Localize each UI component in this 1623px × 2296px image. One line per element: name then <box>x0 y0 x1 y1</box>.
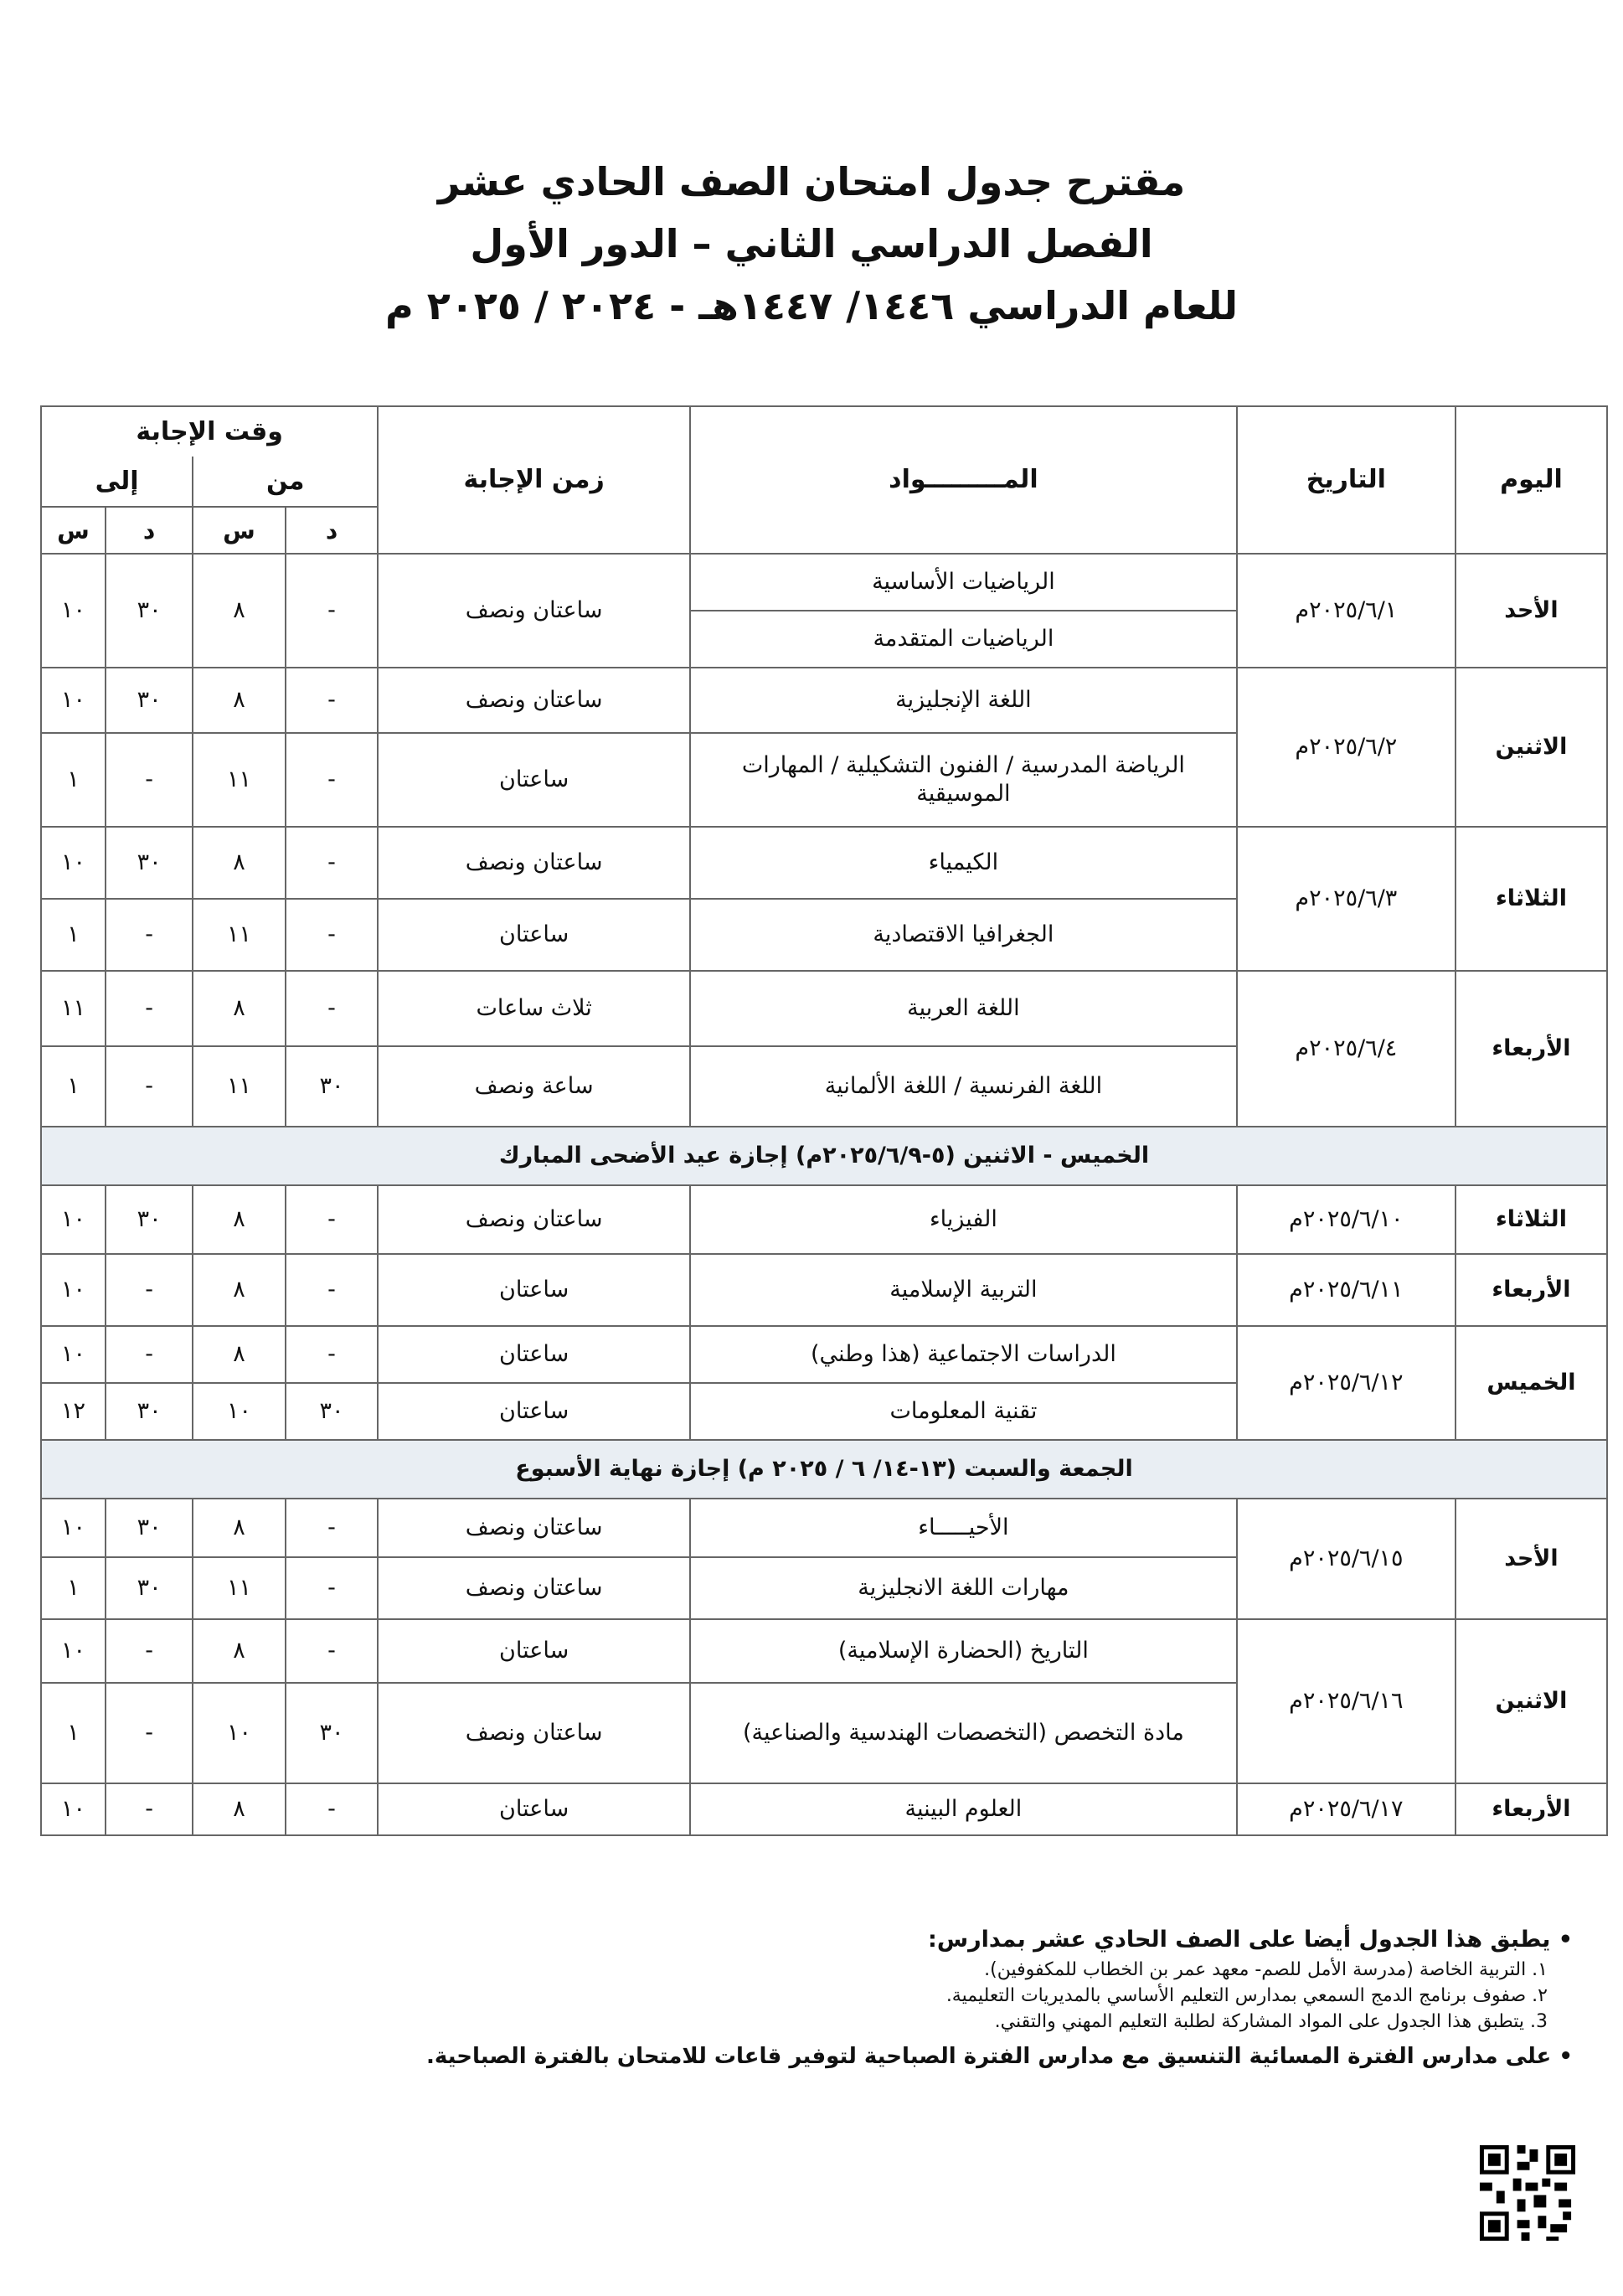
exam-schedule-table <box>40 405 1608 1836</box>
duration-cell: ساعتان ونصف <box>378 1683 690 1783</box>
to-minute-cell: - <box>106 971 193 1046</box>
subject-cell: الرياضيات المتقدمة <box>690 611 1237 668</box>
holiday-label: الخميس - الاثنين (٥-٢٠٢٥/٦/٩م) إجازة عيد الأضحى المبارك <box>41 1127 1607 1185</box>
from-hour-cell: ٨ <box>193 827 286 899</box>
from-hour-cell: ٨ <box>193 1185 286 1254</box>
date-cell: ٢٠٢٥/٦/١٢م <box>1237 1326 1456 1440</box>
from-minute-cell: - <box>286 899 379 971</box>
from-hour-cell: ٨ <box>193 1254 286 1326</box>
to-hour-cell: ١٠ <box>41 668 106 733</box>
subject-cell: الرياضيات الأساسية <box>690 554 1237 611</box>
to-hour-cell: ١٠ <box>41 554 106 668</box>
subject-cell: اللغة الإنجليزية <box>690 668 1237 733</box>
to-hour-cell: ١ <box>41 1046 106 1127</box>
from-minute-cell: - <box>286 554 379 668</box>
table-row <box>41 668 1607 733</box>
duration-cell: ساعتان ونصف <box>378 1557 690 1619</box>
day-cell: الاثنين <box>1456 1619 1607 1783</box>
col-to: إلى <box>41 457 193 507</box>
to-minute-cell: ٣٠ <box>106 1185 193 1254</box>
duration-cell: ساعتان <box>378 733 690 827</box>
day-cell: الأحد <box>1456 554 1607 668</box>
notes-lead-2: • على مدارس الفترة المسائية التنسيق مع مدارس الفترة الصباحية لتوفير قاعات للامتحان بالفترة الصباحية. <box>426 2044 1573 2069</box>
day-cell: الأحد <box>1456 1499 1607 1619</box>
to-minute-cell: ٣٠ <box>106 1499 193 1557</box>
date-cell: ٢٠٢٥/٦/١٦م <box>1237 1619 1456 1783</box>
day-cell: الأربعاء <box>1456 1783 1607 1835</box>
subject-cell: الأحيـــــاء <box>690 1499 1237 1557</box>
duration-cell: ساعتان ونصف <box>378 554 690 668</box>
to-hour-cell: ١٠ <box>41 1783 106 1835</box>
date-cell: ٢٠٢٥/٦/٢م <box>1237 668 1456 827</box>
from-hour-cell: ٨ <box>193 1499 286 1557</box>
duration-cell: ساعتان <box>378 1619 690 1683</box>
col-duration: زمن الإجابة <box>378 406 690 554</box>
to-minute-cell: ٣٠ <box>106 1383 193 1440</box>
duration-cell: ساعتان ونصف <box>378 1499 690 1557</box>
to-minute-cell: - <box>106 733 193 827</box>
subject-cell: الكيمياء <box>690 827 1237 899</box>
from-hour-cell: ٨ <box>193 1783 286 1835</box>
to-hour-cell: ١٠ <box>41 1499 106 1557</box>
table-row <box>41 827 1607 899</box>
day-cell: الأربعاء <box>1456 1254 1607 1326</box>
note-item: 3. يتطبق هذا الجدول على المواد المشاركة لطلبة التعليم المهني والتقني. <box>994 2011 1548 2032</box>
subject-cell: التربية الإسلامية <box>690 1254 1237 1326</box>
duration-cell: ساعتان <box>378 1783 690 1835</box>
date-cell: ٢٠٢٥/٦/١١م <box>1237 1254 1456 1326</box>
day-cell: الثلاثاء <box>1456 827 1607 971</box>
subject-cell: الفيزياء <box>690 1185 1237 1254</box>
duration-cell: ساعتان <box>378 1254 690 1326</box>
table-body <box>41 554 1607 1835</box>
duration-cell: ساعتان <box>378 899 690 971</box>
to-hour-cell: ١٠ <box>41 1185 106 1254</box>
from-hour-cell: ١١ <box>193 899 286 971</box>
from-minute-cell: - <box>286 733 379 827</box>
to-minute-cell: - <box>106 899 193 971</box>
from-minute-cell: ٣٠ <box>286 1046 379 1127</box>
from-hour-cell: ١١ <box>193 733 286 827</box>
date-cell: ٢٠٢٥/٦/١م <box>1237 554 1456 668</box>
from-minute-cell: - <box>286 1557 379 1619</box>
from-minute-cell: - <box>286 971 379 1046</box>
qr-code-icon <box>1476 2141 1579 2245</box>
to-hour-cell: ١ <box>41 733 106 827</box>
from-hour-cell: ٨ <box>193 554 286 668</box>
to-hour-cell: ١١ <box>41 971 106 1046</box>
col-to-minute: د <box>106 507 193 554</box>
table-row <box>41 1783 1607 1835</box>
subject-cell: تقنية المعلومات <box>690 1383 1237 1440</box>
col-from: من <box>193 457 378 507</box>
to-hour-cell: ١ <box>41 1683 106 1783</box>
note-item: ١. التربية الخاصة (مدرسة الأمل للصم- معهد عمر بن الخطاب للمكفوفين). <box>984 1959 1548 1980</box>
from-minute-cell: - <box>286 827 379 899</box>
to-minute-cell: - <box>106 1326 193 1383</box>
to-minute-cell: ٣٠ <box>106 668 193 733</box>
to-hour-cell: ١ <box>41 1557 106 1619</box>
subject-cell: اللغة العربية <box>690 971 1237 1046</box>
from-hour-cell: ٨ <box>193 1619 286 1683</box>
table-row <box>41 1619 1607 1683</box>
subject-cell: الدراسات الاجتماعية (هذا وطني) <box>690 1326 1237 1383</box>
subject-cell: الجغرافيا الاقتصادية <box>690 899 1237 971</box>
table-row <box>41 1254 1607 1326</box>
col-answer-time: وقت الإجابة <box>41 406 378 457</box>
notes-lead: • يطبق هذا الجدول أيضا على الصف الحادي عشر بمدارس: <box>928 1927 1573 1953</box>
to-hour-cell: ١٠ <box>41 1254 106 1326</box>
holiday-label: الجمعة والسبت (١٣-١٤/ ٦ / ٢٠٢٥ م) إجازة نهاية الأسبوع <box>41 1440 1607 1499</box>
to-minute-cell: - <box>106 1683 193 1783</box>
table-row <box>41 1185 1607 1254</box>
subject-cell: مادة التخصص (التخصصات الهندسية والصناعية) <box>690 1683 1237 1783</box>
to-hour-cell: ١٠ <box>41 1619 106 1683</box>
to-minute-cell: - <box>106 1046 193 1127</box>
duration-cell: ساعتان ونصف <box>378 668 690 733</box>
table-row <box>41 971 1607 1046</box>
from-minute-cell: ٣٠ <box>286 1383 379 1440</box>
holiday-row <box>41 1440 1607 1499</box>
date-cell: ٢٠٢٥/٦/١٥م <box>1237 1499 1456 1619</box>
from-minute-cell: - <box>286 1499 379 1557</box>
col-to-hour: س <box>41 507 106 554</box>
from-minute-cell: - <box>286 1326 379 1383</box>
table-row <box>41 554 1607 611</box>
duration-cell: ساعتان <box>378 1383 690 1440</box>
duration-cell: ثلاث ساعات <box>378 971 690 1046</box>
col-from-minute: د <box>286 507 379 554</box>
subject-cell: العلوم البينية <box>690 1783 1237 1835</box>
from-minute-cell: ٣٠ <box>286 1683 379 1783</box>
notes-section <box>49 1927 1573 2069</box>
date-cell: ٢٠٢٥/٦/١٧م <box>1237 1783 1456 1835</box>
title-line-2: الفصل الدراسي الثاني – الدور الأول <box>470 221 1153 266</box>
day-cell: الخميس <box>1456 1326 1607 1440</box>
col-from-hour: س <box>193 507 286 554</box>
title-line-1: مقترح جدول امتحان الصف الحادي عشر <box>437 159 1186 204</box>
date-cell: ٢٠٢٥/٦/١٠م <box>1237 1185 1456 1254</box>
from-hour-cell: ٨ <box>193 1326 286 1383</box>
to-hour-cell: ١٠ <box>41 827 106 899</box>
to-minute-cell: - <box>106 1783 193 1835</box>
note-item: ٢. صفوف برنامج الدمج السمعي بمدارس التعليم الأساسي بالمديريات التعليمية. <box>945 1985 1548 2006</box>
to-minute-cell: - <box>106 1254 193 1326</box>
col-subjects: المـــــــــواد <box>690 406 1237 554</box>
day-cell: الثلاثاء <box>1456 1185 1607 1254</box>
duration-cell: ساعتان ونصف <box>378 1185 690 1254</box>
subject-cell: الرياضة المدرسية / الفنون التشكيلية / المهارات الموسيقية <box>690 733 1237 827</box>
page-header <box>0 151 1623 337</box>
holiday-row <box>41 1127 1607 1185</box>
day-cell: الاثنين <box>1456 668 1607 827</box>
from-hour-cell: ٨ <box>193 668 286 733</box>
table-row <box>41 1326 1607 1383</box>
from-minute-cell: - <box>286 1185 379 1254</box>
from-hour-cell: ٨ <box>193 971 286 1046</box>
to-minute-cell: ٣٠ <box>106 827 193 899</box>
from-hour-cell: ١٠ <box>193 1683 286 1783</box>
to-hour-cell: ١٢ <box>41 1383 106 1440</box>
col-day: اليوم <box>1456 406 1607 554</box>
subject-cell: مهارات اللغة الانجليزية <box>690 1557 1237 1619</box>
from-hour-cell: ١١ <box>193 1046 286 1127</box>
duration-cell: ساعتان <box>378 1326 690 1383</box>
from-hour-cell: ١١ <box>193 1557 286 1619</box>
date-cell: ٢٠٢٥/٦/٤م <box>1237 971 1456 1127</box>
to-hour-cell: ١ <box>41 899 106 971</box>
from-minute-cell: - <box>286 1783 379 1835</box>
to-hour-cell: ١٠ <box>41 1326 106 1383</box>
from-minute-cell: - <box>286 1619 379 1683</box>
col-date: التاريخ <box>1237 406 1456 554</box>
table-header <box>41 406 1607 554</box>
table-row <box>41 1499 1607 1557</box>
subject-cell: التاريخ (الحضارة الإسلامية) <box>690 1619 1237 1683</box>
to-minute-cell: ٣٠ <box>106 554 193 668</box>
from-minute-cell: - <box>286 668 379 733</box>
from-hour-cell: ١٠ <box>193 1383 286 1440</box>
duration-cell: ساعتان ونصف <box>378 827 690 899</box>
to-minute-cell: - <box>106 1619 193 1683</box>
duration-cell: ساعة ونصف <box>378 1046 690 1127</box>
from-minute-cell: - <box>286 1254 379 1326</box>
title-line-3: للعام الدراسي ١٤٤٦/ ١٤٤٧هـ - ٢٠٢٤ / ٢٠٢٥ م <box>384 283 1239 328</box>
subject-cell: اللغة الفرنسية / اللغة الألمانية <box>690 1046 1237 1127</box>
date-cell: ٢٠٢٥/٦/٣م <box>1237 827 1456 971</box>
day-cell: الأربعاء <box>1456 971 1607 1127</box>
to-minute-cell: ٣٠ <box>106 1557 193 1619</box>
